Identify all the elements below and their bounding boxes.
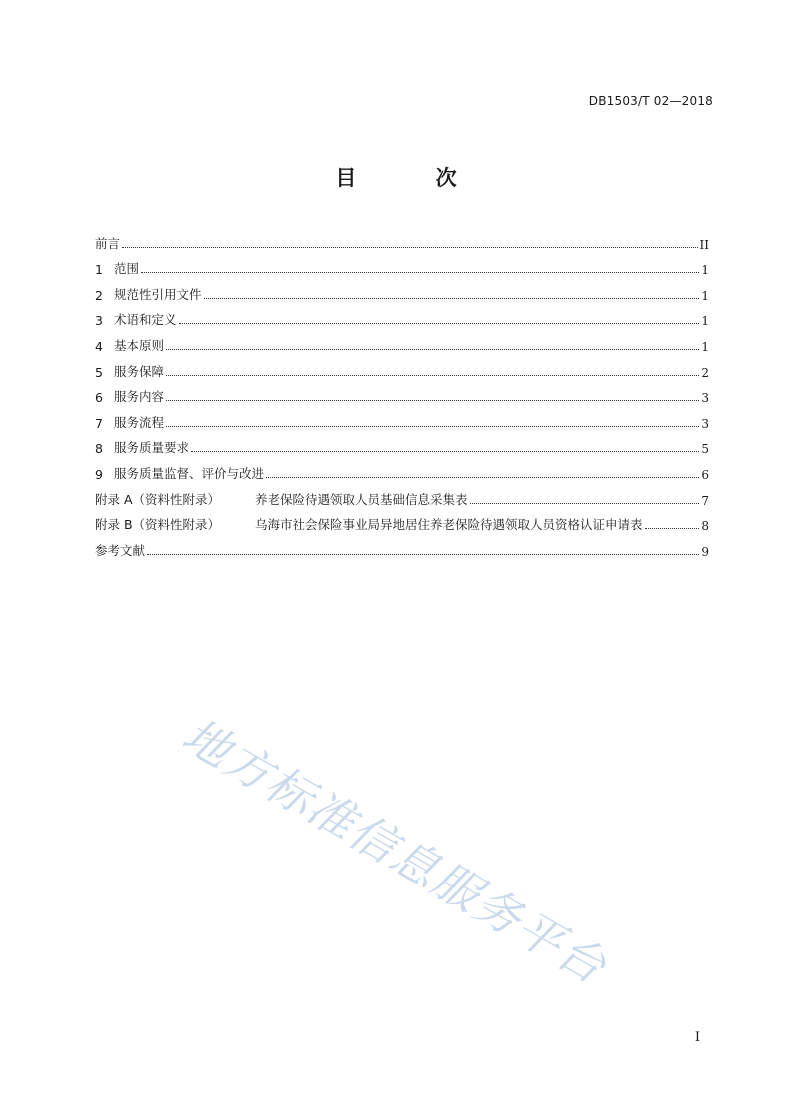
dot-leader [122,246,698,248]
toc-entry-2[interactable] [95,277,709,303]
toc-entry-foreword[interactable] [95,226,709,252]
toc-entry-label: 前言 [95,235,121,251]
toc-entry-number: 3 [95,313,103,329]
toc-entry-number: 8 [95,441,103,457]
toc-entry-label: 范围 [114,261,140,277]
toc-entry-page: II [699,237,709,252]
dot-leader [204,297,700,299]
toc-entry-label: 术语和定义 [114,312,177,328]
toc-entry-number: 6 [95,390,103,406]
toc-entry-label: 基本原则 [114,337,165,353]
toc-entry-8[interactable] [95,431,709,457]
toc-entry-label: 服务质量监督、评价与改进 [114,465,265,481]
toc-entry-number: 5 [95,364,103,380]
toc-entry-number: 9 [95,466,103,482]
toc-entry-page: 1 [701,339,709,354]
toc-entry-label: 乌海市社会保险事业局异地居住养老保险待遇领取人员资格认证申请表 [255,517,643,533]
dot-leader [266,476,699,478]
page-title: 目 次 [335,166,493,190]
toc-entry-3[interactable] [95,303,709,329]
toc-entry-page: 3 [701,416,709,431]
toc-entry-page: 1 [701,314,709,329]
toc-entry-label: 服务内容 [114,389,165,405]
dot-leader [166,399,699,401]
dot-leader [166,374,699,376]
toc-entry-annex-b[interactable] [95,508,709,534]
dot-leader [166,348,699,350]
toc-entry-number: 7 [95,415,103,431]
toc-entry-page: 1 [701,288,709,303]
toc-entry-number: 4 [95,338,103,354]
toc-entry-6[interactable] [95,380,709,406]
toc-entry-label: 规范性引用文件 [114,286,202,302]
toc-entry-page: 5 [701,442,709,457]
toc-entry-label: 参考文献 [95,542,146,558]
toc-entry-label: 服务保障 [114,363,165,379]
toc-entry-7[interactable] [95,405,709,431]
dot-leader [147,553,699,555]
toc-entry-page: 7 [701,493,709,508]
toc-entry-number: 1 [95,262,103,278]
dot-leader [166,425,699,427]
toc-entry-page: 1 [701,263,709,278]
toc-entry-page: 8 [701,519,709,534]
page-number: I [694,1030,700,1045]
toc-entry-number: 2 [95,287,103,303]
dot-leader [645,527,700,529]
toc-entry-label: 服务质量要求 [114,440,190,456]
annex-tag: 附录 A（资料性附录） [95,491,221,507]
toc-entry-9[interactable] [95,456,709,482]
dot-leader [191,450,699,452]
toc-entry-page: 6 [701,467,709,482]
toc-entry-page: 3 [701,391,709,406]
document-code: DB1503/T 02—2018 [588,94,713,108]
watermark: 地方标准信息服务平台 [173,707,617,995]
annex-tag: 附录 B（资料性附录） [95,517,221,533]
toc-entry-1[interactable] [95,252,709,278]
dot-leader [179,322,700,324]
toc-entry-label: 养老保险待遇领取人员基础信息采集表 [255,491,468,507]
toc-entry-page: 9 [701,544,709,559]
dot-leader [141,271,699,273]
toc-entry-page: 2 [701,365,709,380]
toc-entry-4[interactable] [95,328,709,354]
dot-leader [470,502,700,504]
toc-entry-references[interactable] [95,533,709,559]
table-of-contents [95,226,709,559]
toc-entry-label: 服务流程 [114,414,165,430]
toc-entry-annex-a[interactable] [95,482,709,508]
toc-entry-5[interactable] [95,354,709,380]
